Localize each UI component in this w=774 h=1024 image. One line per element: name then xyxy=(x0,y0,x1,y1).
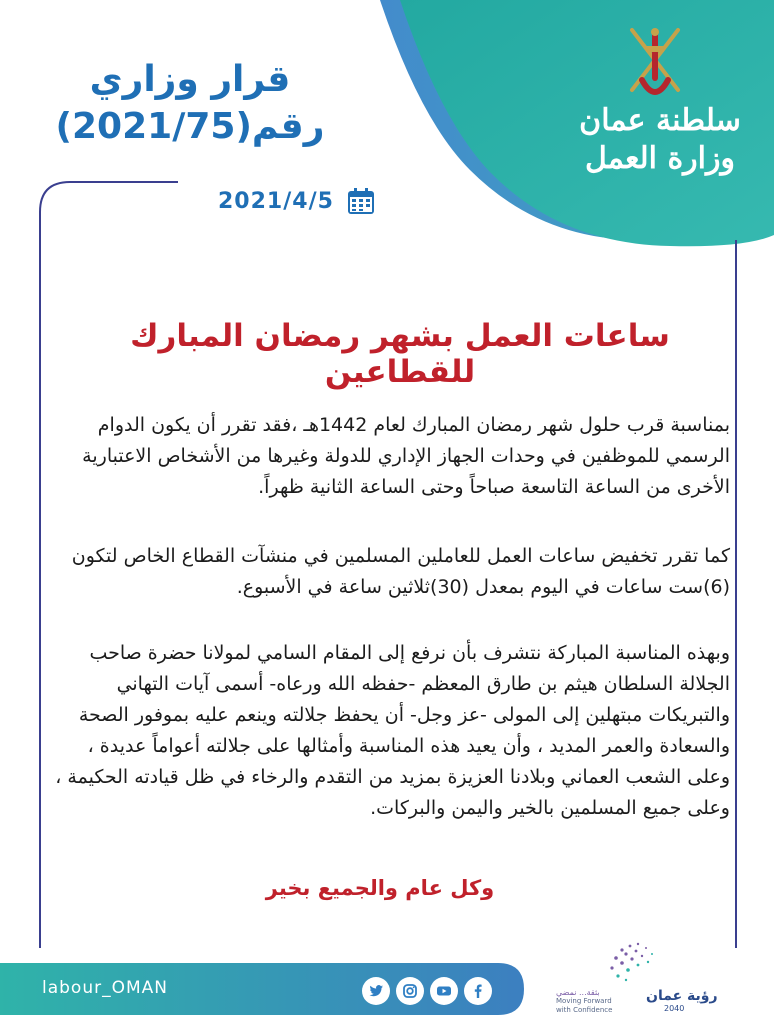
ministry-name xyxy=(570,102,750,178)
ministry-line2: وزارة العمل xyxy=(585,141,735,176)
date-row xyxy=(218,186,376,216)
social-handle[interactable]: labour_OMAN xyxy=(42,978,168,998)
youtube-icon[interactable] xyxy=(430,977,458,1005)
moving-forward-en-line1: Moving Forward xyxy=(556,997,612,1005)
calendar-icon xyxy=(346,186,376,216)
decision-date: 2021/4/5 xyxy=(218,188,334,214)
facebook-icon[interactable] xyxy=(464,977,492,1005)
vision-label: رؤية عمان xyxy=(646,988,718,1004)
decision-number: رقم(2021/75) xyxy=(55,106,325,147)
moving-forward-logo xyxy=(556,988,630,1015)
moving-forward-en-line2: with Confidence xyxy=(556,1006,613,1014)
decision-title: قرار وزاري xyxy=(89,59,291,100)
instagram-icon[interactable] xyxy=(396,977,424,1005)
moving-forward-arabic: بثقة... نمضي xyxy=(556,988,600,997)
decision-title-block xyxy=(30,58,350,152)
closing-greeting: وكل عام والجميع بخير xyxy=(265,876,495,900)
paragraph-3: وبهذه المناسبة المباركة نتشرف بأن نرفع إلى المقام السامي لمولانا حضرة صاحب الجلالة السلطان هيثم بن طارق المعظم -حفظه الله ورعاه- أسمى آيات التهاني والتبريكات مبتهلين إلى المولى -عز وجل- أن يحفظ جلالته وينعم عليه بموفور الصحة والسعادة والعمر المديد ، وأن يعيد هذه المناسبة وأمثالها على جلالته أعواماً عديدة ، وعلى الشعب العماني وبلادنا العزيزة بمزيد من التقدم والرخاء في ظل قيادته الحكيمة ، وعلى جميع المسلمين بالخير واليمن والبركات. xyxy=(55,642,730,819)
paragraph-2: كما تقرر تخفيض ساعات العمل للعاملين المسلمين في منشآت القطاع الخاص لتكون (6)ست ساعات في اليوم بمعدل (30)ثلاثين ساعة في الأسبوع. xyxy=(71,545,730,598)
oman-khanjar-emblem-icon xyxy=(612,20,698,106)
paragraph-1: بمناسبة قرب حلول شهر رمضان المبارك لعام 1442هـ ،فقد تقرر أن يكون الدوام الرسمي للموظفين في وحدات الجهاز الإداري للدولة وغيرها من الأشخاص الاعتبارية الأخرى من الساعة التاسعة صباحاً وحتى الساعة الثانية ظهراً. xyxy=(82,414,730,498)
twitter-icon[interactable] xyxy=(362,977,390,1005)
ministry-line1: سلطنة عمان xyxy=(579,103,741,138)
headline: ساعات العمل بشهر رمضان المبارك للقطاعين xyxy=(130,318,670,390)
vision-year: 2040 xyxy=(664,1004,685,1013)
